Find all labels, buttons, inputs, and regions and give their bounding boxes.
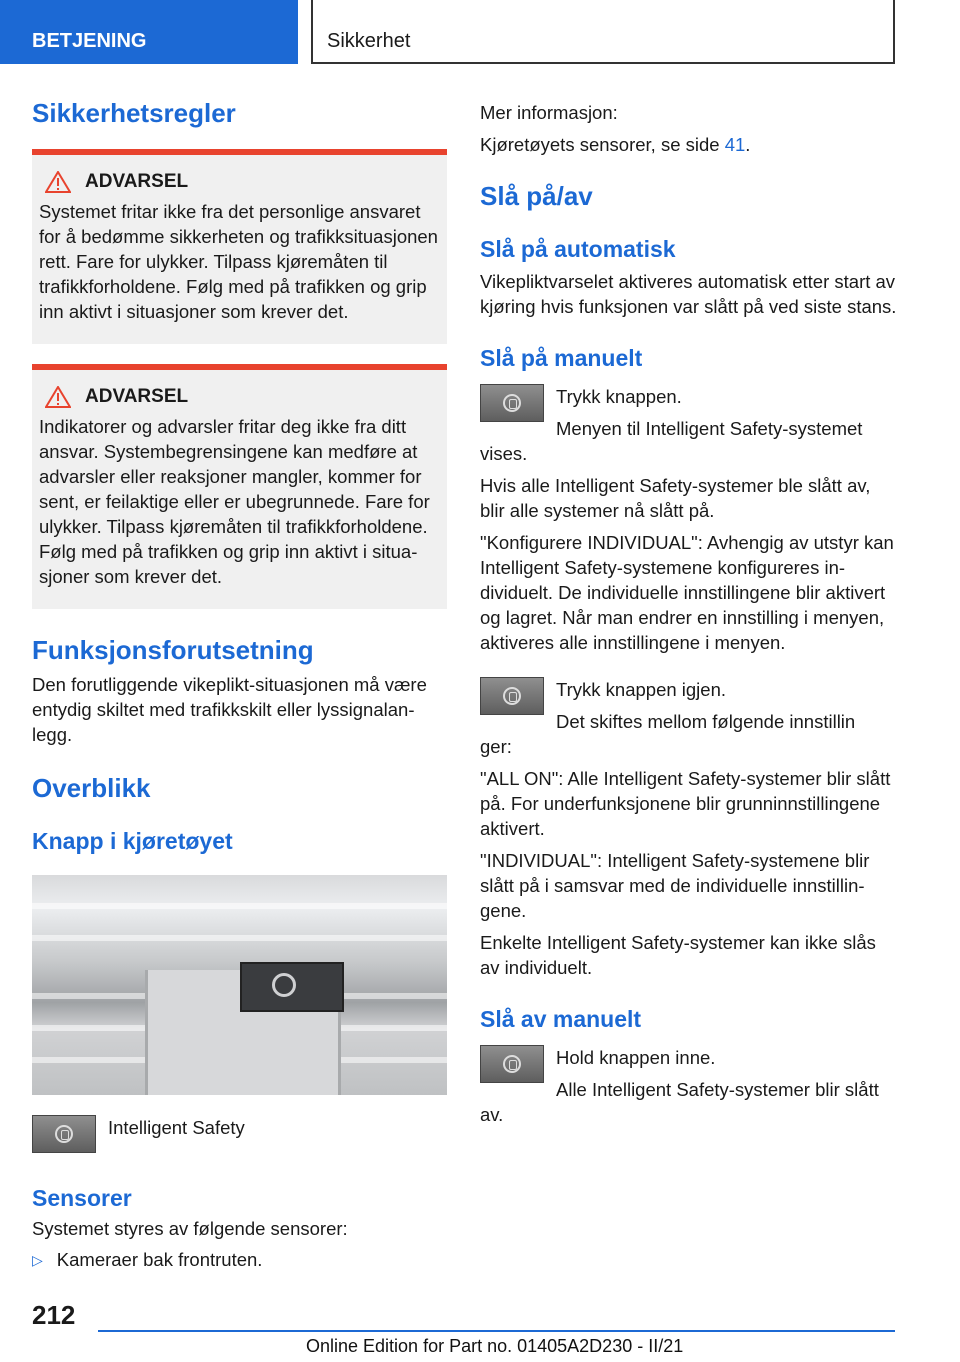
auto-on-text: Vikepliktvarselet aktiveres automatisk etter start av kjøring hvis funksjonen var slått på ved siste stans.: [480, 271, 897, 317]
press-again-text: Trykk knappen igjen.: [556, 679, 727, 700]
chapter-tab: Sikkerhet: [311, 0, 895, 64]
button-in-vehicle-title: Knapp i kjøretøyet: [32, 828, 233, 854]
warning-label: ADVARSEL: [85, 386, 189, 407]
sensors-reference: Kjøretøyets sensorer, se side 41.: [480, 134, 751, 155]
warning-box-1: [32, 149, 447, 344]
menu-shown-text: Menyen til Intelligent Safety-systemet: [556, 418, 863, 439]
intelligent-safety-control: [240, 962, 344, 1012]
footer-divider: [98, 1330, 895, 1332]
all-off-text: Hvis alle Intelligent Safety-systemer ble slått av, blir alle systemer nå slått på.: [480, 475, 871, 521]
warning-icon: [45, 386, 71, 408]
switch-text: Det skiftes mellom følgende innstillin: [556, 711, 856, 732]
configure-text: "Konfigurere INDIVIDUAL": Avhengig av utstyr kan Intelligent Safety-systemene konfigureres individuelt. De individuelle innstillingene blir aktivert og lagret. Når man endrer en innstilling i menyen, aktiveres alle innstillingene i menyen.: [480, 532, 894, 653]
vehicle-button-photo: [32, 875, 447, 1095]
sensors-text: Systemet styres av følgende sensorer:: [32, 1218, 348, 1239]
on-off-title: Slå på/av: [480, 181, 593, 211]
right-column: Mer informasjon: Kjøretøyets sensorer, se side 41. Slå på/av Slå på automatisk Vikepliktvarselet aktiveres automatisk etter start av kjøring hvis funksjonen var slått på ved siste stans. Slå på manuelt Trykk knappen. Menyen til Intelligent Safety-systemet vises. Hvis alle Intelligent Safety-systemer ble slått av, blir alle systemer nå slått på. "Konfigurere INDIVIDUAL": Avhengig av utstyr kan Intelligent Safety-systemene konfigureres individuelt. De individuelle innstillingene blir aktivert og lagret. Når man endrer en innstilling i menyen, aktiveres alle innstillingene i menyen. Trykk knappen igjen. Det skiftes mellom følgende innstillin ger: "ALL ON": Alle Intelligent Safety-systemer blir slått på. For underfunksjonene blir grunninnstillingene aktivert. "INDIVIDUAL": Intelligent Safety-systemene blir slått på i samsvar med de individuelle innstillingene. Enkelte Intelligent Safety-systemer kan ikke slås av individuelt. Slå av manuelt Hold knappen inne. Alle Intelligent Safety-systemer blir slått av.: [480, 102, 897, 1125]
warning-label: ADVARSEL: [85, 171, 189, 192]
more-info-label: Mer informasjon:: [480, 102, 618, 123]
warning-text: Indikatorer og advarsler fritar deg ikke fra ditt ansvar. Systembegrensingene kan medføre at advarsler eller reaksjoner mangler, kommer for sent, er feilaktige eller er ubegrunnede. Fare for ulykker. Tilpass kjøremåten til trafikkforholdene. Følg med på trafikken og grip inn aktivt i situasjoner som krever det.: [39, 416, 430, 587]
edition-footer: Online Edition for Part no. 01405A2D230 - II/21: [306, 1336, 684, 1356]
prerequisite-text: Den forutliggende vikeplikt-situasjonen må være entydig skiltet med trafikkskilt eller lyssignalanlegg.: [32, 674, 427, 745]
auto-on-title: Slå på automatisk: [480, 236, 676, 262]
button-label: Intelligent Safety: [108, 1117, 245, 1138]
intelligent-safety-button-icon: [480, 384, 544, 422]
manual-on-title: Slå på manuelt: [480, 345, 643, 371]
all-off-result-text: Alle Intelligent Safety-systemer blir slått: [556, 1079, 879, 1100]
triangle-bullet-icon: ▷: [32, 1252, 43, 1268]
left-column: [32, 98, 447, 1273]
all-on-text: "ALL ON": Alle Intelligent Safety-systemer blir slått på. For underfunksjonene blir grunninnstillingene aktivert.: [480, 768, 891, 839]
warning-box-2: [32, 364, 447, 609]
individual-text: "INDIVIDUAL": Intelligent Safety-systemene blir slått på i samsvar med de individuelle innstillingene.: [480, 850, 870, 921]
warning-text: Systemet fritar ikke fra det personlige ansvaret for å bedømme sikkerheten og trafikksituasjonen rett. Fare for ulykker. Tilpass kjøremåten til trafikkforholdene. Følg med på trafikken og grip inn aktivt i situasjoner som krever det.: [39, 201, 438, 322]
section-tab: BETJENING: [0, 0, 298, 64]
press-button-text: Trykk knappen.: [556, 386, 682, 407]
hold-button-text: Hold knappen inne.: [556, 1047, 716, 1068]
intelligent-safety-button-icon: [32, 1115, 96, 1153]
sensors-title: Sensorer: [32, 1185, 132, 1211]
page-link[interactable]: 41: [724, 134, 746, 155]
manual-off-title: Slå av manuelt: [480, 1006, 642, 1032]
prerequisite-title: Funksjonsforutsetning: [32, 635, 314, 665]
page-number: 212: [32, 1300, 76, 1330]
some-systems-text: Enkelte Intelligent Safety-systemer kan ikke slås av individuelt.: [480, 932, 876, 978]
safety-rules-title: Sikkerhetsregler: [32, 98, 236, 128]
list-item: ▷ Kameraer bak frontruten.: [32, 1247, 447, 1273]
intelligent-safety-button-icon: [480, 1045, 544, 1083]
warning-icon: [45, 171, 71, 193]
intelligent-safety-button-icon: [480, 677, 544, 715]
overview-title: Overblikk: [32, 773, 151, 803]
